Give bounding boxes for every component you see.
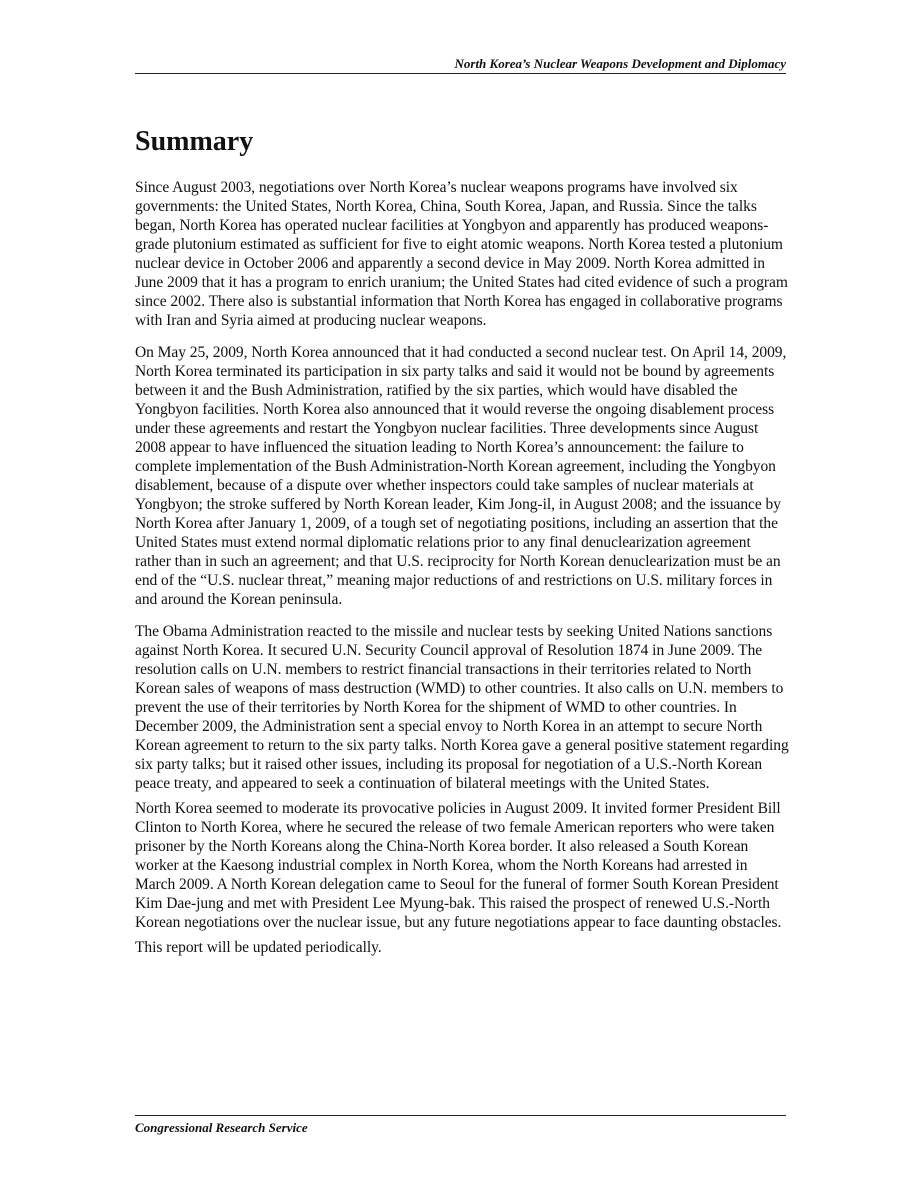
paragraph-3: The Obama Administration reacted to the missile and nuclear tests by seeking United Nations sanctions against North Korea. It secured U.N. Security Council approval of Resolution 1874 in June 2009. The resolution calls on U.N. members to restrict financial transactions in their territories related to North Korean sales of weapons of mass destruction (WMD) to other countries. It also calls on U.N. members to prevent the use of their territories by North Korea for the shipment of WMD to other countries. In December 2009, the Administration sent a special envoy to North Korea in an attempt to secure North Korean agreement to return to the six party talks. North Korea gave a general positive statement regarding six party talks; but it raised other issues, including its proposal for negotiation of a U.S.-North Korean peace treaty, and appeared to seek a continuation of bilateral meetings with the United States. [135, 623, 789, 792]
footer-organization: Congressional Research Service [135, 1120, 308, 1135]
header-divider [135, 73, 786, 74]
paragraph-1: Since August 2003, negotiations over North Korea’s nuclear weapons programs have involved six governments: the United States, North Korea, China, South Korea, Japan, and Russia. Since the talks began, North Korea has operated nuclear facilities at Yongbyon and apparently has produced weapons-grade plutonium estimated as sufficient for five to eight atomic weapons. North Korea tested a plutonium nuclear device in October 2006 and apparently a second device in May 2009. North Korea admitted in June 2009 that it has a program to enrich uranium; the United States had cited evidence of such a program since 2002. There also is substantial information that North Korea has engaged in collaborative programs with Iran and Syria aimed at producing nuclear weapons. [135, 179, 788, 329]
page-title: Summary [135, 126, 254, 157]
running-header: North Korea’s Nuclear Weapons Development and Diplomacy [454, 56, 786, 71]
paragraph-5: This report will be updated periodically. [135, 939, 382, 956]
paragraph-2: On May 25, 2009, North Korea announced that it had conducted a second nuclear test. On April 14, 2009, North Korea terminated its participation in six party talks and said it would not be bound by agreements between it and the Bush Administration, ratified by the six parties, which would have disabled the Yongbyon facilities. North Korea also announced that it would reverse the ongoing disablement process under these agreements and restart the Yongbyon nuclear facilities. Three developments since August 2008 appear to have influenced the situation leading to North Korea’s announcement: the failure to complete implementation of the Bush Administration-North Korean agreement, including the Yongbyon disablement, because of a dispute over whether inspectors could take samples of nuclear materials at Yongbyon; the stroke suffered by North Korean leader, Kim Jong-il, in August 2008; and the issuance by North Korea after January 1, 2009, of a tough set of negotiating positions, including an assertion that the United States must extend normal diplomatic relations prior to any final denuclearization agreement rather than in such an agreement; and that U.S. reciprocity for North Korean denuclearization must be an end of the “U.S. nuclear threat,” meaning major reductions of and restrictions on U.S. military forces in and around the Korean peninsula. [135, 344, 787, 608]
footer-divider [135, 1115, 786, 1116]
paragraph-4: North Korea seemed to moderate its provocative policies in August 2009. It invited former President Bill Clinton to North Korea, where he secured the release of two female American reporters who were taken prisoner by the North Koreans along the China-North Korea border. It also released a South Korean worker at the Kaesong industrial complex in North Korea, whom the North Koreans had arrested in March 2009. A North Korean delegation came to Seoul for the funeral of former South Korean President Kim Dae-jung and met with President Lee Myung-bak. This raised the prospect of renewed U.S.-North Korean negotiations over the nuclear issue, but any future negotiations appear to face daunting obstacles. [135, 800, 782, 931]
summary-body [135, 178, 790, 957]
